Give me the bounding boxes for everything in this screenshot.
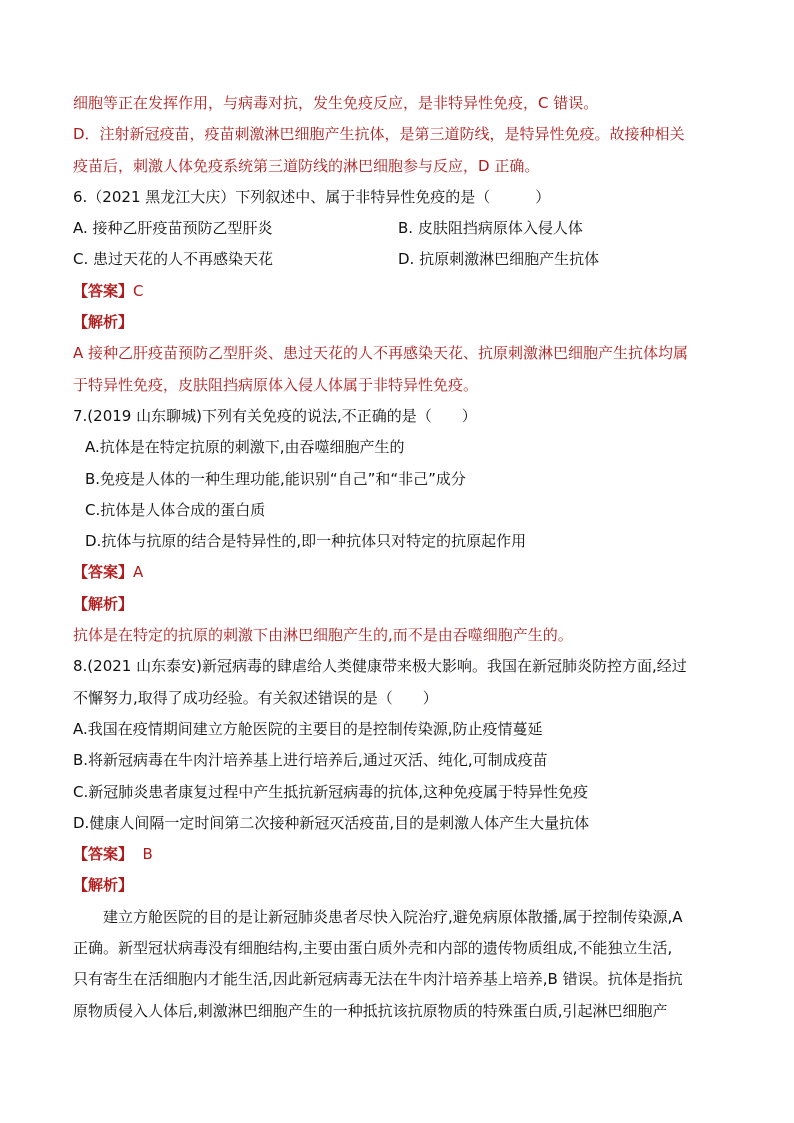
answer-value: B xyxy=(133,845,153,864)
option-b: B.将新冠病毒在牛肉汁培养基上进行培养后,通过灭活、纯化,可制成疫苗 xyxy=(73,751,548,770)
analysis-line: A 接种乙肝疫苗预防乙型肝炎、患过天花的人不再感染天花、抗原刺激淋巴细胞产生抗体均属 xyxy=(73,344,689,363)
answer-line xyxy=(73,839,733,870)
analysis-line: 原物质侵入人体后,刺激淋巴细胞产生的一种抵抗该抗原物质的特殊蛋白质,引起淋巴细胞产 xyxy=(73,1001,668,1020)
answer-line xyxy=(73,276,733,307)
question-stem: 8.(2021 山东泰安)新冠病毒的肆虐给人类健康带来极大影响。我国在新冠肺炎防控方面,经过 xyxy=(73,657,687,676)
answer-value: A xyxy=(133,563,144,582)
option-b: B. 皮肤阻挡病原体入侵人体 xyxy=(398,219,583,238)
analysis-label: 【解析】 xyxy=(73,594,134,613)
option-a: A. 接种乙肝疫苗预防乙型肝炎 xyxy=(73,219,273,238)
question-6 xyxy=(73,182,733,401)
option-a: A.我国在疫情期间建立方舱医院的主要目的是控制传染源,防止疫情蔓延 xyxy=(73,719,543,738)
option-d: D.健康人间隔一定时间第二次接种新冠灭活疫苗,目的是刺激人体产生大量抗体 xyxy=(73,813,590,832)
option-c: C. 患过天花的人不再感染天花 xyxy=(73,250,274,269)
option-d: D. 抗原刺激淋巴细胞产生抗体 xyxy=(398,250,600,269)
answer-label: 【答案】 xyxy=(73,563,134,582)
option-c: C.新冠肺炎患者康复过程中产生抵抗新冠病毒的抗体,这种免疫属于特异性免疫 xyxy=(73,782,589,801)
option-d: D.抗体与抗原的结合是特异性的,即一种抗体只对特定的抗原起作用 xyxy=(85,532,527,551)
question-stem: 7.(2019 山东聊城)下列有关免疫的说法,不正确的是（ ） xyxy=(73,406,477,425)
answer-label: 【答案】 xyxy=(73,845,134,864)
analysis-line: 于特异性免疫，皮肤阻挡病原体入侵人体属于非特异性免疫。 xyxy=(73,375,479,394)
analysis-label: 【解析】 xyxy=(73,313,134,332)
analysis-line: 建立方舱医院的目的是让新冠肺炎患者尽快入院治疗,避免病原体散播,属于控制传染源,A xyxy=(103,907,683,926)
question-7 xyxy=(73,401,733,651)
option-b: B.免疫是人体的一种生理功能,能识别“自己”和“非己”成分 xyxy=(85,469,466,488)
analysis-label: 【解析】 xyxy=(73,876,134,895)
question-8 xyxy=(73,651,733,1027)
options-row xyxy=(73,213,733,244)
paragraph-line: 细胞等正在发挥作用，与病毒对抗，发生免疫反应，是非特异性免疫，C 错误。 xyxy=(73,94,599,112)
question-stem: 不懈努力,取得了成功经验。有关叙述错误的是（ ） xyxy=(73,688,438,707)
option-a: A.抗体是在特定抗原的刺激下,由吞噬细胞产生的 xyxy=(85,438,405,457)
analysis-line: 正确。新型冠状病毒没有细胞结构,主要由蛋白质外壳和内部的遗传物质组成,不能独立生活, xyxy=(73,939,673,958)
analysis-line: 抗体是在特定的抗原的刺激下由淋巴细胞产生的,而不是由吞噬细胞产生的。 xyxy=(73,626,573,645)
question-stem: 6.（2021 黑龙江大庆）下列叙述中、属于非特异性免疫的是（ ） xyxy=(73,187,551,206)
analysis-line: 只有寄生在活细胞内才能生活,因此新冠病毒无法在牛肉汁培养基上培养,B 错误。抗体是指抗 xyxy=(73,970,683,989)
options-row xyxy=(73,244,733,275)
paragraph-line: D．注射新冠疫苗，疫苗刺激淋巴细胞产生抗体，是第三道防线，是特异性免疫。故接种相关 xyxy=(73,125,685,144)
document-page xyxy=(73,88,733,1027)
prev-analysis-block xyxy=(73,88,733,182)
answer-label: 【答案】 xyxy=(73,281,134,300)
answer-line xyxy=(73,557,733,588)
option-c: C.抗体是人体合成的蛋白质 xyxy=(85,500,266,519)
paragraph-line: 疫苗后，刺激人体免疫系统第三道防线的淋巴细胞参与反应，D 正确。 xyxy=(73,156,540,175)
answer-value: C xyxy=(133,281,144,300)
